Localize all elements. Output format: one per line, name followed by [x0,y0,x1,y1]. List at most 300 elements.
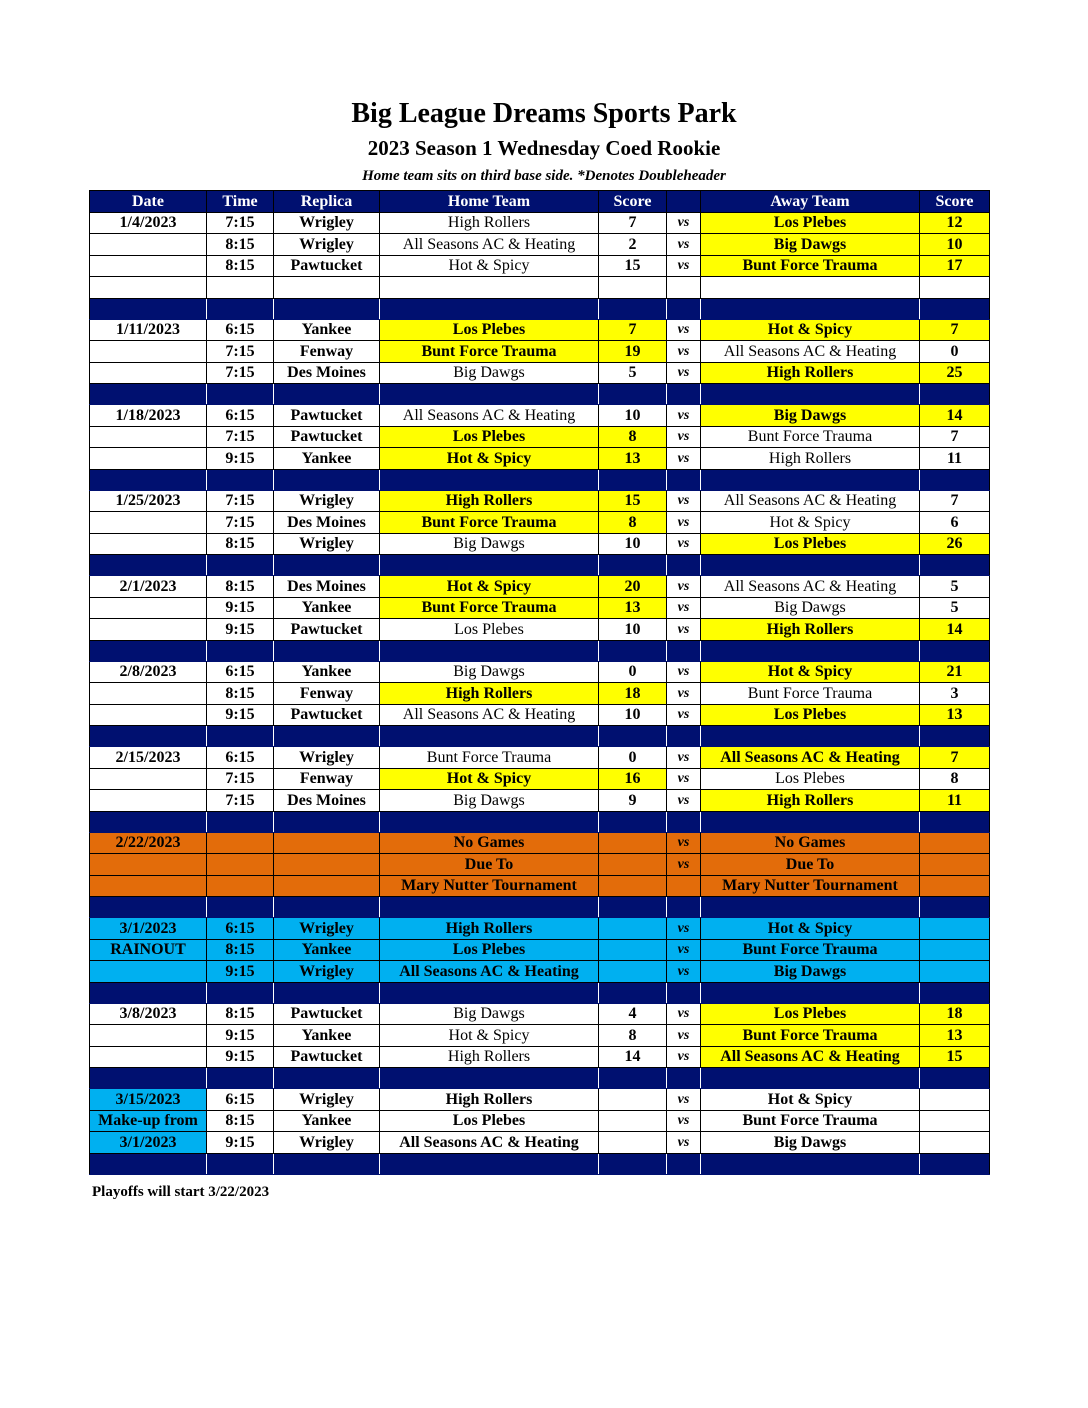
time-cell: 6:15 [207,661,274,683]
replica-cell: Fenway [274,768,380,790]
separator-cell [599,469,667,490]
separator-cell [701,640,920,661]
date-cell [90,683,207,705]
vs-cell: vs [667,512,701,534]
home-team-cell: Los Plebes [380,426,599,448]
away-score-cell: 7 [920,319,990,341]
separator-cell [207,811,274,832]
date-cell: Make-up from [90,1110,207,1132]
game-row [90,1025,990,1047]
header-row [90,191,990,213]
away-team-cell: Big Dawgs [701,597,920,619]
separator-cell [920,640,990,661]
time-cell [207,854,274,876]
home-score-cell: 5 [599,362,667,384]
away-score-cell: 5 [920,576,990,598]
col-vs-header [667,191,701,213]
separator-cell [380,726,599,747]
away-score-cell: 14 [920,405,990,427]
replica-cell: Pawtucket [274,255,380,277]
home-score-cell: 9 [599,790,667,812]
away-team-cell: Los Plebes [701,1003,920,1025]
away-team-cell: Los Plebes [701,212,920,234]
separator-cell [701,298,920,319]
time-cell: 9:15 [207,448,274,470]
game-row [90,704,990,726]
separator-cell [90,640,207,661]
vs-cell: vs [667,961,701,983]
home-team-cell: Big Dawgs [380,1003,599,1025]
away-team-cell: All Seasons AC & Heating [701,490,920,512]
vs-cell: vs [667,832,701,854]
week-separator-row [90,726,990,747]
game-row [90,512,990,534]
separator-cell [380,298,599,319]
away-score-cell: 7 [920,490,990,512]
date-cell [90,512,207,534]
vs-cell: vs [667,533,701,555]
col-home-header: Home Team [380,191,599,213]
time-cell: 9:15 [207,1046,274,1068]
vs-cell: vs [667,448,701,470]
away-score-cell: 11 [920,790,990,812]
separator-cell [380,555,599,576]
replica-cell: Des Moines [274,362,380,384]
separator-cell [90,811,207,832]
date-cell [90,255,207,277]
time-cell: 7:15 [207,512,274,534]
home-team-cell: Due To [380,854,599,876]
home-team-cell: Big Dawgs [380,362,599,384]
date-cell [90,597,207,619]
separator-cell [667,1068,701,1089]
col-replica-header: Replica [274,191,380,213]
vs-cell: vs [667,234,701,256]
no-games-row [90,832,990,854]
replica-cell: Pawtucket [274,619,380,641]
vs-cell: vs [667,661,701,683]
vs-cell: vs [667,768,701,790]
date-cell [90,768,207,790]
home-score-cell [599,1132,667,1154]
week-separator-row [90,1068,990,1089]
date-cell: 1/25/2023 [90,490,207,512]
separator-cell [207,726,274,747]
away-team-cell: No Games [701,832,920,854]
home-score-cell: 0 [599,747,667,769]
date-cell: 2/1/2023 [90,576,207,598]
away-team-cell: Los Plebes [701,768,920,790]
col-home-score-header: Score [599,191,667,213]
away-score-cell [920,854,990,876]
time-cell: 6:15 [207,918,274,940]
week-separator-row [90,1153,990,1174]
separator-cell [701,384,920,405]
away-team-cell: Hot & Spicy [701,661,920,683]
replica-cell: Des Moines [274,576,380,598]
replica-cell: Yankee [274,939,380,961]
away-team-cell: High Rollers [701,362,920,384]
away-score-cell: 5 [920,597,990,619]
replica-cell: Pawtucket [274,405,380,427]
home-team-cell: High Rollers [380,918,599,940]
away-score-cell: 0 [920,341,990,363]
game-row [90,576,990,598]
game-row [90,683,990,705]
separator-cell [599,1153,667,1174]
game-row [90,1046,990,1068]
date-cell [90,533,207,555]
separator-cell [701,897,920,918]
home-team-cell: All Seasons AC & Heating [380,961,599,983]
vs-cell: vs [667,1089,701,1111]
away-score-cell: 17 [920,255,990,277]
home-score-cell: 14 [599,1046,667,1068]
away-score-cell [920,918,990,940]
blank-cell [920,277,990,299]
date-cell: 3/1/2023 [90,1132,207,1154]
separator-cell [274,811,380,832]
time-cell: 6:15 [207,319,274,341]
separator-cell [920,384,990,405]
separator-cell [599,384,667,405]
replica-cell: Wrigley [274,918,380,940]
time-cell: 8:15 [207,1003,274,1025]
home-score-cell: 10 [599,619,667,641]
home-team-cell: Hot & Spicy [380,576,599,598]
away-team-cell: Mary Nutter Tournament [701,875,920,897]
col-away-header: Away Team [701,191,920,213]
home-team-cell: Bunt Force Trauma [380,512,599,534]
away-score-cell: 13 [920,1025,990,1047]
game-row [90,234,990,256]
game-row [90,768,990,790]
time-cell: 6:15 [207,1089,274,1111]
week-separator-row [90,384,990,405]
replica-cell: Wrigley [274,961,380,983]
replica-cell: Des Moines [274,512,380,534]
separator-cell [920,469,990,490]
home-team-cell: All Seasons AC & Heating [380,704,599,726]
time-cell: 9:15 [207,1025,274,1047]
separator-cell [207,982,274,1003]
separator-cell [90,1068,207,1089]
home-score-cell: 13 [599,597,667,619]
home-team-cell: Los Plebes [380,1110,599,1132]
replica-cell [274,875,380,897]
home-team-cell: High Rollers [380,683,599,705]
separator-cell [599,298,667,319]
schedule-table [89,190,990,1175]
away-score-cell: 6 [920,512,990,534]
separator-cell [380,1068,599,1089]
separator-cell [920,897,990,918]
separator-cell [207,1068,274,1089]
blank-cell [380,277,599,299]
separator-cell [274,384,380,405]
time-cell: 9:15 [207,619,274,641]
blank-cell [599,277,667,299]
no-games-row [90,875,990,897]
separator-cell [667,555,701,576]
home-team-cell: Los Plebes [380,619,599,641]
date-cell [90,961,207,983]
separator-cell [274,469,380,490]
separator-cell [701,811,920,832]
time-cell: 7:15 [207,212,274,234]
separator-cell [701,469,920,490]
separator-cell [920,298,990,319]
home-team-cell: Hot & Spicy [380,448,599,470]
home-score-cell: 8 [599,512,667,534]
separator-cell [274,640,380,661]
separator-cell [274,1153,380,1174]
separator-cell [380,811,599,832]
blank-cell [274,277,380,299]
time-cell: 8:15 [207,234,274,256]
replica-cell: Wrigley [274,234,380,256]
time-cell: 8:15 [207,939,274,961]
home-score-cell: 10 [599,704,667,726]
time-cell: 7:15 [207,768,274,790]
away-score-cell [920,939,990,961]
separator-cell [599,640,667,661]
vs-cell: vs [667,490,701,512]
away-score-cell: 15 [920,1046,990,1068]
separator-cell [380,384,599,405]
home-team-cell: Bunt Force Trauma [380,597,599,619]
vs-cell [667,875,701,897]
date-cell [90,854,207,876]
date-cell: 3/1/2023 [90,918,207,940]
home-team-cell: Hot & Spicy [380,1025,599,1047]
home-team-cell: All Seasons AC & Heating [380,1132,599,1154]
date-cell [90,426,207,448]
separator-cell [701,555,920,576]
replica-cell: Pawtucket [274,1003,380,1025]
away-score-cell [920,1132,990,1154]
time-cell: 7:15 [207,790,274,812]
separator-cell [380,1153,599,1174]
game-row [90,405,990,427]
vs-cell: vs [667,854,701,876]
separator-cell [207,555,274,576]
home-score-cell: 16 [599,768,667,790]
separator-cell [90,469,207,490]
separator-cell [90,298,207,319]
separator-cell [667,640,701,661]
time-cell [207,875,274,897]
separator-cell [667,897,701,918]
rainout-row [90,939,990,961]
replica-cell: Yankee [274,1110,380,1132]
time-cell: 8:15 [207,683,274,705]
date-cell: 2/8/2023 [90,661,207,683]
date-cell [90,448,207,470]
time-cell: 6:15 [207,405,274,427]
replica-cell: Yankee [274,1025,380,1047]
away-team-cell: All Seasons AC & Heating [701,576,920,598]
replica-cell: Yankee [274,319,380,341]
home-score-cell: 15 [599,490,667,512]
away-team-cell: Due To [701,854,920,876]
vs-cell: vs [667,939,701,961]
away-team-cell: All Seasons AC & Heating [701,747,920,769]
game-row [90,426,990,448]
away-team-cell: Hot & Spicy [701,918,920,940]
separator-cell [90,555,207,576]
separator-cell [207,469,274,490]
away-team-cell: High Rollers [701,448,920,470]
separator-cell [701,1153,920,1174]
away-team-cell: Bunt Force Trauma [701,1110,920,1132]
home-score-cell: 0 [599,661,667,683]
vs-cell: vs [667,597,701,619]
home-score-cell: 8 [599,1025,667,1047]
separator-cell [701,1068,920,1089]
separator-cell [599,897,667,918]
date-cell [90,1025,207,1047]
separator-cell [380,469,599,490]
away-team-cell: All Seasons AC & Heating [701,341,920,363]
away-team-cell: Hot & Spicy [701,319,920,341]
vs-cell: vs [667,1003,701,1025]
time-cell: 9:15 [207,704,274,726]
home-team-cell: All Seasons AC & Heating [380,234,599,256]
time-cell: 9:15 [207,1132,274,1154]
home-score-cell: 10 [599,533,667,555]
week-separator-row [90,469,990,490]
away-score-cell [920,961,990,983]
home-team-cell: Bunt Force Trauma [380,341,599,363]
time-cell: 9:15 [207,961,274,983]
schedule-body [90,212,990,1174]
time-cell: 8:15 [207,533,274,555]
date-cell [90,234,207,256]
home-score-cell: 19 [599,341,667,363]
col-away-score-header: Score [920,191,990,213]
makeup-row [90,1089,990,1111]
away-team-cell: Big Dawgs [701,234,920,256]
separator-cell [599,1068,667,1089]
away-team-cell: High Rollers [701,790,920,812]
time-cell: 8:15 [207,576,274,598]
home-score-cell: 7 [599,212,667,234]
date-cell: 1/4/2023 [90,212,207,234]
home-score-cell [599,918,667,940]
away-score-cell: 10 [920,234,990,256]
home-team-cell: Los Plebes [380,319,599,341]
vs-cell: vs [667,405,701,427]
home-score-cell: 8 [599,426,667,448]
home-team-cell: Hot & Spicy [380,255,599,277]
replica-cell: Yankee [274,448,380,470]
home-team-cell: No Games [380,832,599,854]
date-cell: RAINOUT [90,939,207,961]
separator-cell [90,897,207,918]
home-score-cell: 13 [599,448,667,470]
separator-cell [667,726,701,747]
date-cell: 1/18/2023 [90,405,207,427]
time-cell: 7:15 [207,362,274,384]
vs-cell: vs [667,790,701,812]
home-score-cell [599,1089,667,1111]
vs-cell: vs [667,1110,701,1132]
vs-cell: vs [667,704,701,726]
vs-cell: vs [667,319,701,341]
separator-cell [701,982,920,1003]
time-cell: 6:15 [207,747,274,769]
home-team-cell: Hot & Spicy [380,768,599,790]
vs-cell: vs [667,255,701,277]
replica-cell: Wrigley [274,212,380,234]
home-score-cell: 4 [599,1003,667,1025]
home-score-cell: 18 [599,683,667,705]
separator-cell [920,555,990,576]
game-row [90,661,990,683]
separator-cell [207,897,274,918]
home-score-cell [599,875,667,897]
home-team-cell: Los Plebes [380,939,599,961]
away-score-cell [920,832,990,854]
replica-cell: Fenway [274,683,380,705]
vs-cell: vs [667,212,701,234]
separator-cell [380,640,599,661]
away-team-cell: High Rollers [701,619,920,641]
week-separator-row [90,555,990,576]
separator-cell [380,982,599,1003]
rainout-row [90,961,990,983]
separator-cell [667,1153,701,1174]
game-row [90,747,990,769]
date-cell [90,875,207,897]
time-cell: 7:15 [207,341,274,363]
separator-cell [667,469,701,490]
game-row [90,212,990,234]
separator-cell [90,384,207,405]
vs-cell: vs [667,1025,701,1047]
page-title: Big League Dreams Sports Park [351,98,737,129]
time-cell: 7:15 [207,426,274,448]
date-cell: 3/15/2023 [90,1089,207,1111]
vs-cell: vs [667,747,701,769]
away-score-cell: 18 [920,1003,990,1025]
separator-cell [274,555,380,576]
away-score-cell: 11 [920,448,990,470]
separator-cell [920,982,990,1003]
away-score-cell: 14 [920,619,990,641]
home-score-cell [599,832,667,854]
vs-cell: vs [667,576,701,598]
away-team-cell: Los Plebes [701,704,920,726]
home-score-cell [599,854,667,876]
schedule-note: Home team sits on third base side. *Denotes Doubleheader [362,168,726,184]
replica-cell: Pawtucket [274,1046,380,1068]
game-row [90,490,990,512]
vs-cell: vs [667,362,701,384]
away-team-cell: Bunt Force Trauma [701,683,920,705]
page-subtitle: 2023 Season 1 Wednesday Coed Rookie [367,136,721,160]
home-score-cell: 7 [599,319,667,341]
replica-cell: Wrigley [274,533,380,555]
home-team-cell: High Rollers [380,1046,599,1068]
separator-cell [207,640,274,661]
separator-cell [920,811,990,832]
date-cell [90,341,207,363]
separator-cell [599,982,667,1003]
separator-cell [90,726,207,747]
date-cell [90,790,207,812]
